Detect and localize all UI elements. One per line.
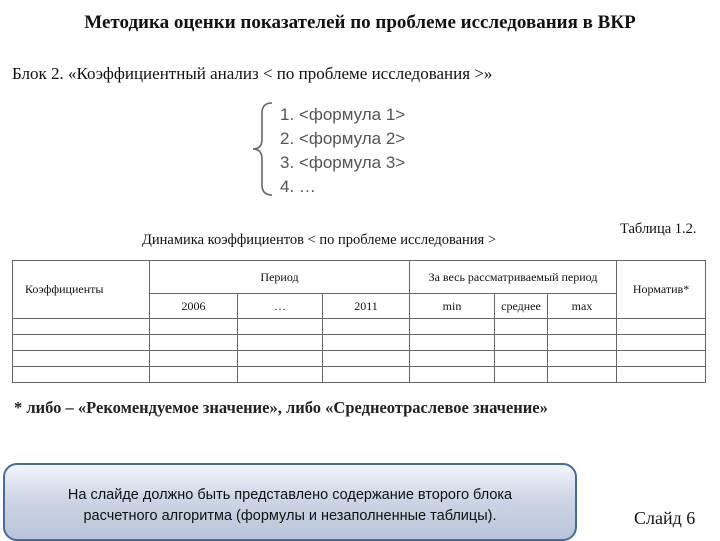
header-max: max (548, 294, 617, 319)
table-row (13, 351, 706, 367)
slide-title: Методика оценки показателей по проблеме исследования в ВКР (84, 12, 636, 33)
note-box (3, 463, 577, 541)
header-period: Период (150, 261, 410, 294)
header-whole-period: За весь рассматриваемый период (410, 261, 617, 294)
header-2006: 2006 (150, 294, 238, 319)
header-ellipsis: … (238, 294, 323, 319)
header-norm: Норматив* (617, 261, 706, 319)
formula-item: 2. <формула 2> (280, 129, 406, 148)
slide-number: Слайд 6 (634, 508, 696, 528)
block-heading: Блок 2. «Коэффициентный анализ < по проблеме исследования >» (12, 64, 493, 83)
header-2011: 2011 (323, 294, 410, 319)
table-caption: Динамика коэффициентов < по проблеме исследования > (142, 232, 497, 248)
table-row (13, 335, 706, 351)
coefficients-table (12, 260, 706, 383)
formula-list (280, 103, 405, 199)
formula-item: 1. <формула 1> (280, 105, 406, 124)
curly-brace (250, 101, 276, 197)
table-row (13, 319, 706, 335)
header-min: min (410, 294, 495, 319)
formula-item: 3. <формула 3> (280, 153, 406, 172)
table-number: Таблица 1.2. (620, 221, 697, 237)
header-average: среднее (495, 294, 548, 319)
table-row (13, 367, 706, 383)
note-line: На слайде должно быть представлено содержание второго блока (67, 487, 513, 503)
note-line: расчетного алгоритма (формулы и незаполненные таблицы). (83, 508, 497, 524)
formula-item: 4. … (280, 177, 316, 196)
header-coefficients: Коэффициенты (13, 261, 150, 319)
footnote: * либо – «Рекомендуемое значение», либо «Среднеотраслевое значение» (14, 398, 548, 417)
